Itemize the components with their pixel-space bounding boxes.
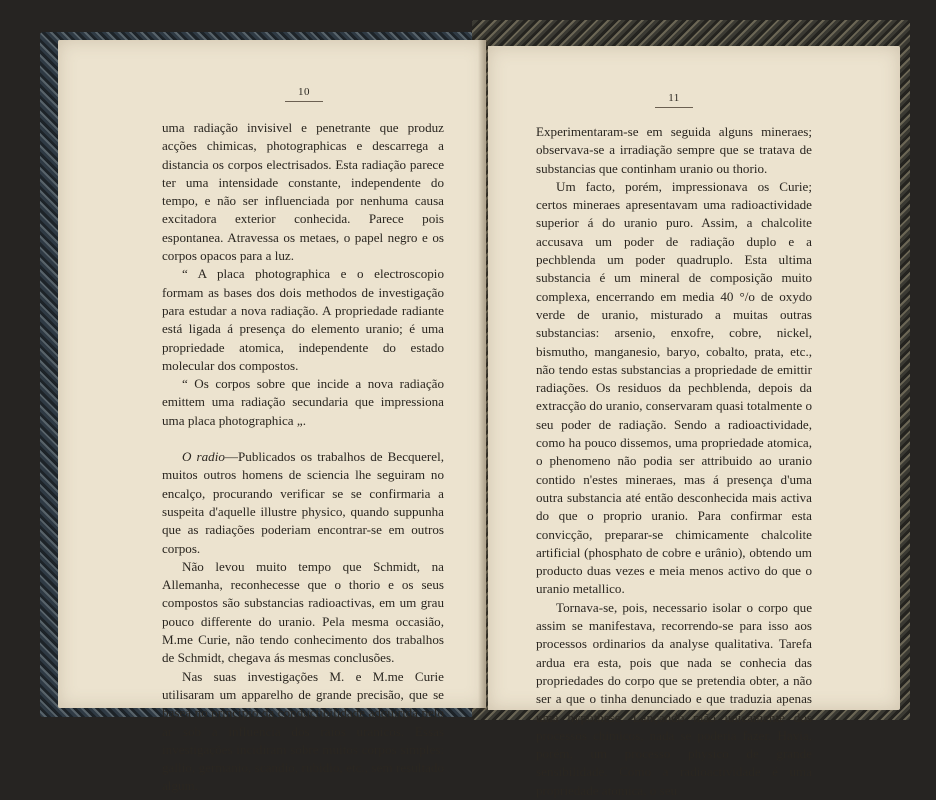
left-paragraph-1: uma radiação invisivel e penetrante que produz acções chimicas, photographicas e descarrega a distancia os corpos electrisados. Esta radiação parece ter uma intensidade constante, independente do tempo, e não ser influenciada por nenhuma causa excitadora exterior conhecida. Parece pois espontanea. Atravessa os metaes, o papel negro e os corpos opacos para a luz. <box>162 120 444 264</box>
left-page-number: 10 <box>298 86 310 98</box>
left-paragraph-4 <box>162 448 444 558</box>
left-paragraph-2: “ A placa photographica e o electroscopio formam as bases dos dois methodos de investigação para estudar a nova radiação. A propriedade radiante está ligada á presença do elemento uranio; é uma propriedade atomica, independente do estado molecular dos compostos. <box>162 266 444 373</box>
right-page-number: 11 <box>668 92 680 104</box>
left-page <box>58 40 486 794</box>
right-paragraph-3: Tornava-se, pois, necessario isolar o corpo que assim se manifestava, recorrendo-se para isso aos processos ordinarios da analyse qualitativa. Tarefa ardua era esta, pois que nada se conhecia das propriedades do corpo que se pretendia obter, a não ser a que o tinha denunciado e que traduzia apenas uma hypothese. Lançando mão unicamente dos processos chimicos, nada se poderia fazer. Havia, porém, um processo physico de grande sensibilidade. Como a radioactividade é uma propriedade atomica, o seu <box>536 599 812 798</box>
right-paragraph-2: Um facto, porém, impressionava os Curie; certos mineraes apresentavam uma radioactividade superior á do uranio puro. Assim, a chalcolite accusava um poder de radiação duplo e a pechblenda um poder quadruplo. Esta ultima substancia é um mineral de composição muito complexa, encerrando em media 40 °/o de oxydo verde de uranio, misturado a muitas outras substancias: arsenio, enxofre, cobre, nickel, bismutho, manganesio, baryo, cobalto, prata, etc., não tendo estas substancias a propriedade de emittir radiações. Os residuos da pechblenda, depois da extracção do uranio, conservaram quasi totalmente o seu poder de radiação. Sendo a radioactividade, como ha pouco dissemos, uma propriedade atomica, o phenomeno não podia ser attribuido ao uranio contido n'estes mineraes, mas á presença d'uma outra substancia até então desconhecida mais activa do que o proprio uranio. Para confirmar esta convicção, preparar-se chimicamente chalcolite artificial (phosphato de cobre e urânio), obtendo um producto duas vezes e meia menos activo do que o uranio metallico. <box>536 178 812 597</box>
right-page-text <box>536 123 812 800</box>
right-paragraph-1: Experimentaram-se em seguida alguns mineraes; observava-se a irradiação sempre que se tratava de substancias que continham uranio ou thorio. <box>536 124 812 176</box>
left-paragraph-3: “ Os corpos sobre que incide a nova radiação emittem uma radiação secundaria que impressiona uma placa photographica „. <box>162 376 444 428</box>
right-page <box>488 46 900 798</box>
left-paragraph-5: Não levou muito tempo que Schmidt, na Allemanha, reconhecesse que o thorio e os seus compostos são substancias radioactivas, em um grau pouco differente do uranio. Pela mesma occasião, M.me Curie, não tendo conhecimento dos trabalhos de Schmidt, chegava ás mesmas conclusões. <box>162 558 444 666</box>
left-header-rule <box>285 101 323 102</box>
left-paragraph-6: Nas suas investigações M. e M.me Curie utilisaram um apparelho de grande precisão, que se basea no principio da conductibilidade adquirida pelo ar sob a influencia dos raios uranicos. Essas investigações incidiram sobre muitos corpos simples: gallio, germanio, scandio, rubidio, etc., sem resultado algum. <box>162 668 444 794</box>
left-page-text <box>162 119 444 796</box>
section-heading-radio: O radio <box>182 449 225 465</box>
right-header-rule <box>655 107 693 108</box>
left-paragraph-4-body: —Publicados os trabalhos de Becquerel, muitos outros homens de sciencia lhe seguiram no encalço, procurando verificar se se confirmaria a suspeita d'aquelle illustre physico, quando suppunha que as radiações poderiam encontrar-se em outros corpos. <box>162 449 444 556</box>
